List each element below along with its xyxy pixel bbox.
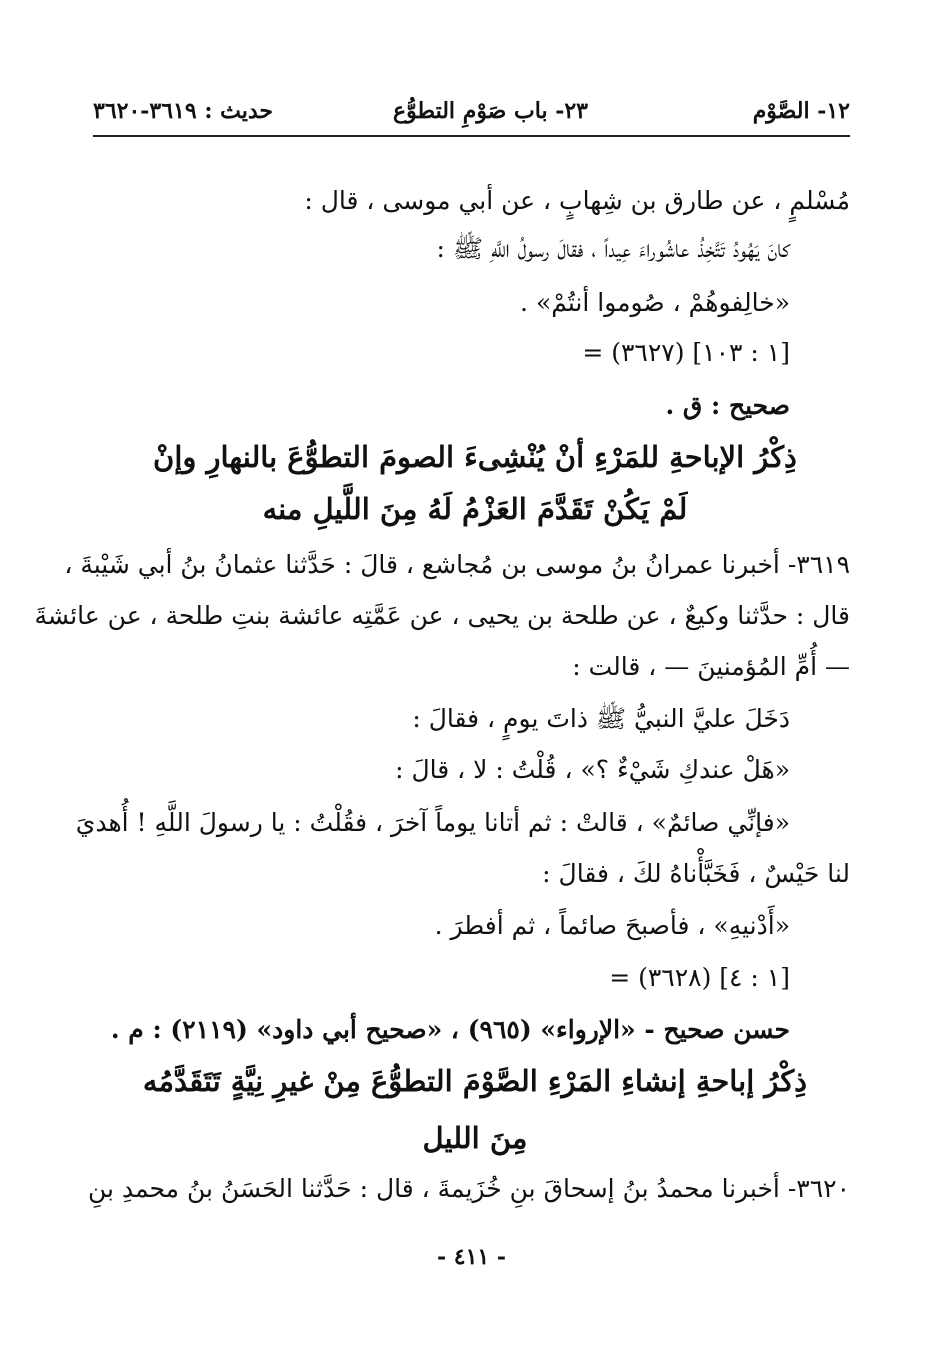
header-book-title: ١٢- الصَّوْم bbox=[752, 98, 850, 124]
chapter-heading: ذِكْرُ إباحةِ إنشاءِ المَرْءِ الصَّوْمَ التطوُّعَ مِنْ غيرِ نِيَّةٍ تَتَقَدَّمُه bbox=[142, 1064, 808, 1098]
text-line: قال : حدَّثنا وكيعٌ ، عن طلحة بن يحيى ، عن عَمَّتِه عائشة بنتِ طلحة ، عن عائشةَ bbox=[34, 601, 850, 630]
text-line: — أُمِّ المُؤمنينَ — ، قالت : bbox=[572, 652, 850, 681]
hadith-number-line: ٣٦١٩- أخبرنا عمرانُ بنُ موسى بن مُجاشع ، قالَ : حَدَّثنا عثمانُ بنُ أبي شَيْبةَ ، bbox=[64, 550, 850, 579]
hadith-number-line: ٣٦٢٠- أخبرنا محمدُ بنُ إسحاقَ بنِ خُزَيمةَ ، قال : حَدَّثنا الحَسَنُ بنُ محمدِ بنِ bbox=[88, 1174, 850, 1203]
text-line: كانَ يَهُودُ تَتَّخِذُ عاشُوراءَ عِيداً ، فقالَ رسولُ اللَّهِ ﷺ : bbox=[436, 234, 790, 263]
chapter-heading: ذِكْرُ الإباحةِ للمَرْءِ أنْ يُنْشِىءَ الصومَ التطوُّعَ بالنهارِ وإنْ bbox=[153, 440, 797, 474]
header-chapter-title: ٢٣- باب صَوْمِ التطوُّع bbox=[393, 98, 588, 124]
page-number: - ٤١١ - bbox=[436, 1244, 507, 1270]
header-hadith-range: حديث : ٣٦١٩-٣٦٢٠ bbox=[93, 98, 273, 124]
text-line: لنا حَيْسٌ ، فَخَبَّأْناهُ لكَ ، فقالَ : bbox=[542, 859, 850, 888]
grading-line: حسن صحيح - «الإرواء» (٩٦٥) ، «صحيح أبي داود» (٢١١٩) : م . bbox=[110, 1015, 790, 1044]
text-line: «أَدْنيهِ» ، فأصبحَ صائماً ، ثم أفطرَ . bbox=[434, 911, 790, 940]
text-line: «خالِفوهُمْ ، صُوموا أنتُمْ» . bbox=[520, 288, 790, 317]
text-line: مُسْلمٍ ، عن طارق بن شِهابٍ ، عن أبي موسى ، قال : bbox=[304, 186, 850, 215]
chapter-heading: لَمْ يَكُنْ تَقَدَّمَ العَزْمُ لَهُ مِنَ اللَّيلِ منه bbox=[262, 492, 688, 526]
text-line: «هَلْ عندكِ شَيْءٌ ؟» ، قُلْتُ : لا ، قالَ : bbox=[395, 755, 790, 784]
header-divider bbox=[93, 135, 850, 137]
takhrij-line: = (٣٦٢٧) [١ : ١٠٣] bbox=[582, 338, 790, 367]
text-line: «فإنِّي صائمٌ» ، قالتْ : ثم أتانا يوماً آخرَ ، فقُلْتُ : يا رسولَ اللَّهِ ! أُهديَ bbox=[75, 808, 790, 837]
text-line: دَخَلَ عليَّ النبيُّ ﷺ ذاتَ يومٍ ، فقالَ : bbox=[412, 704, 790, 733]
grading-line: صحيح : ق . bbox=[665, 391, 790, 420]
takhrij-line: = (٣٦٢٨) [١ : ٤] bbox=[609, 963, 790, 992]
chapter-heading: مِنَ الليل bbox=[422, 1121, 528, 1155]
